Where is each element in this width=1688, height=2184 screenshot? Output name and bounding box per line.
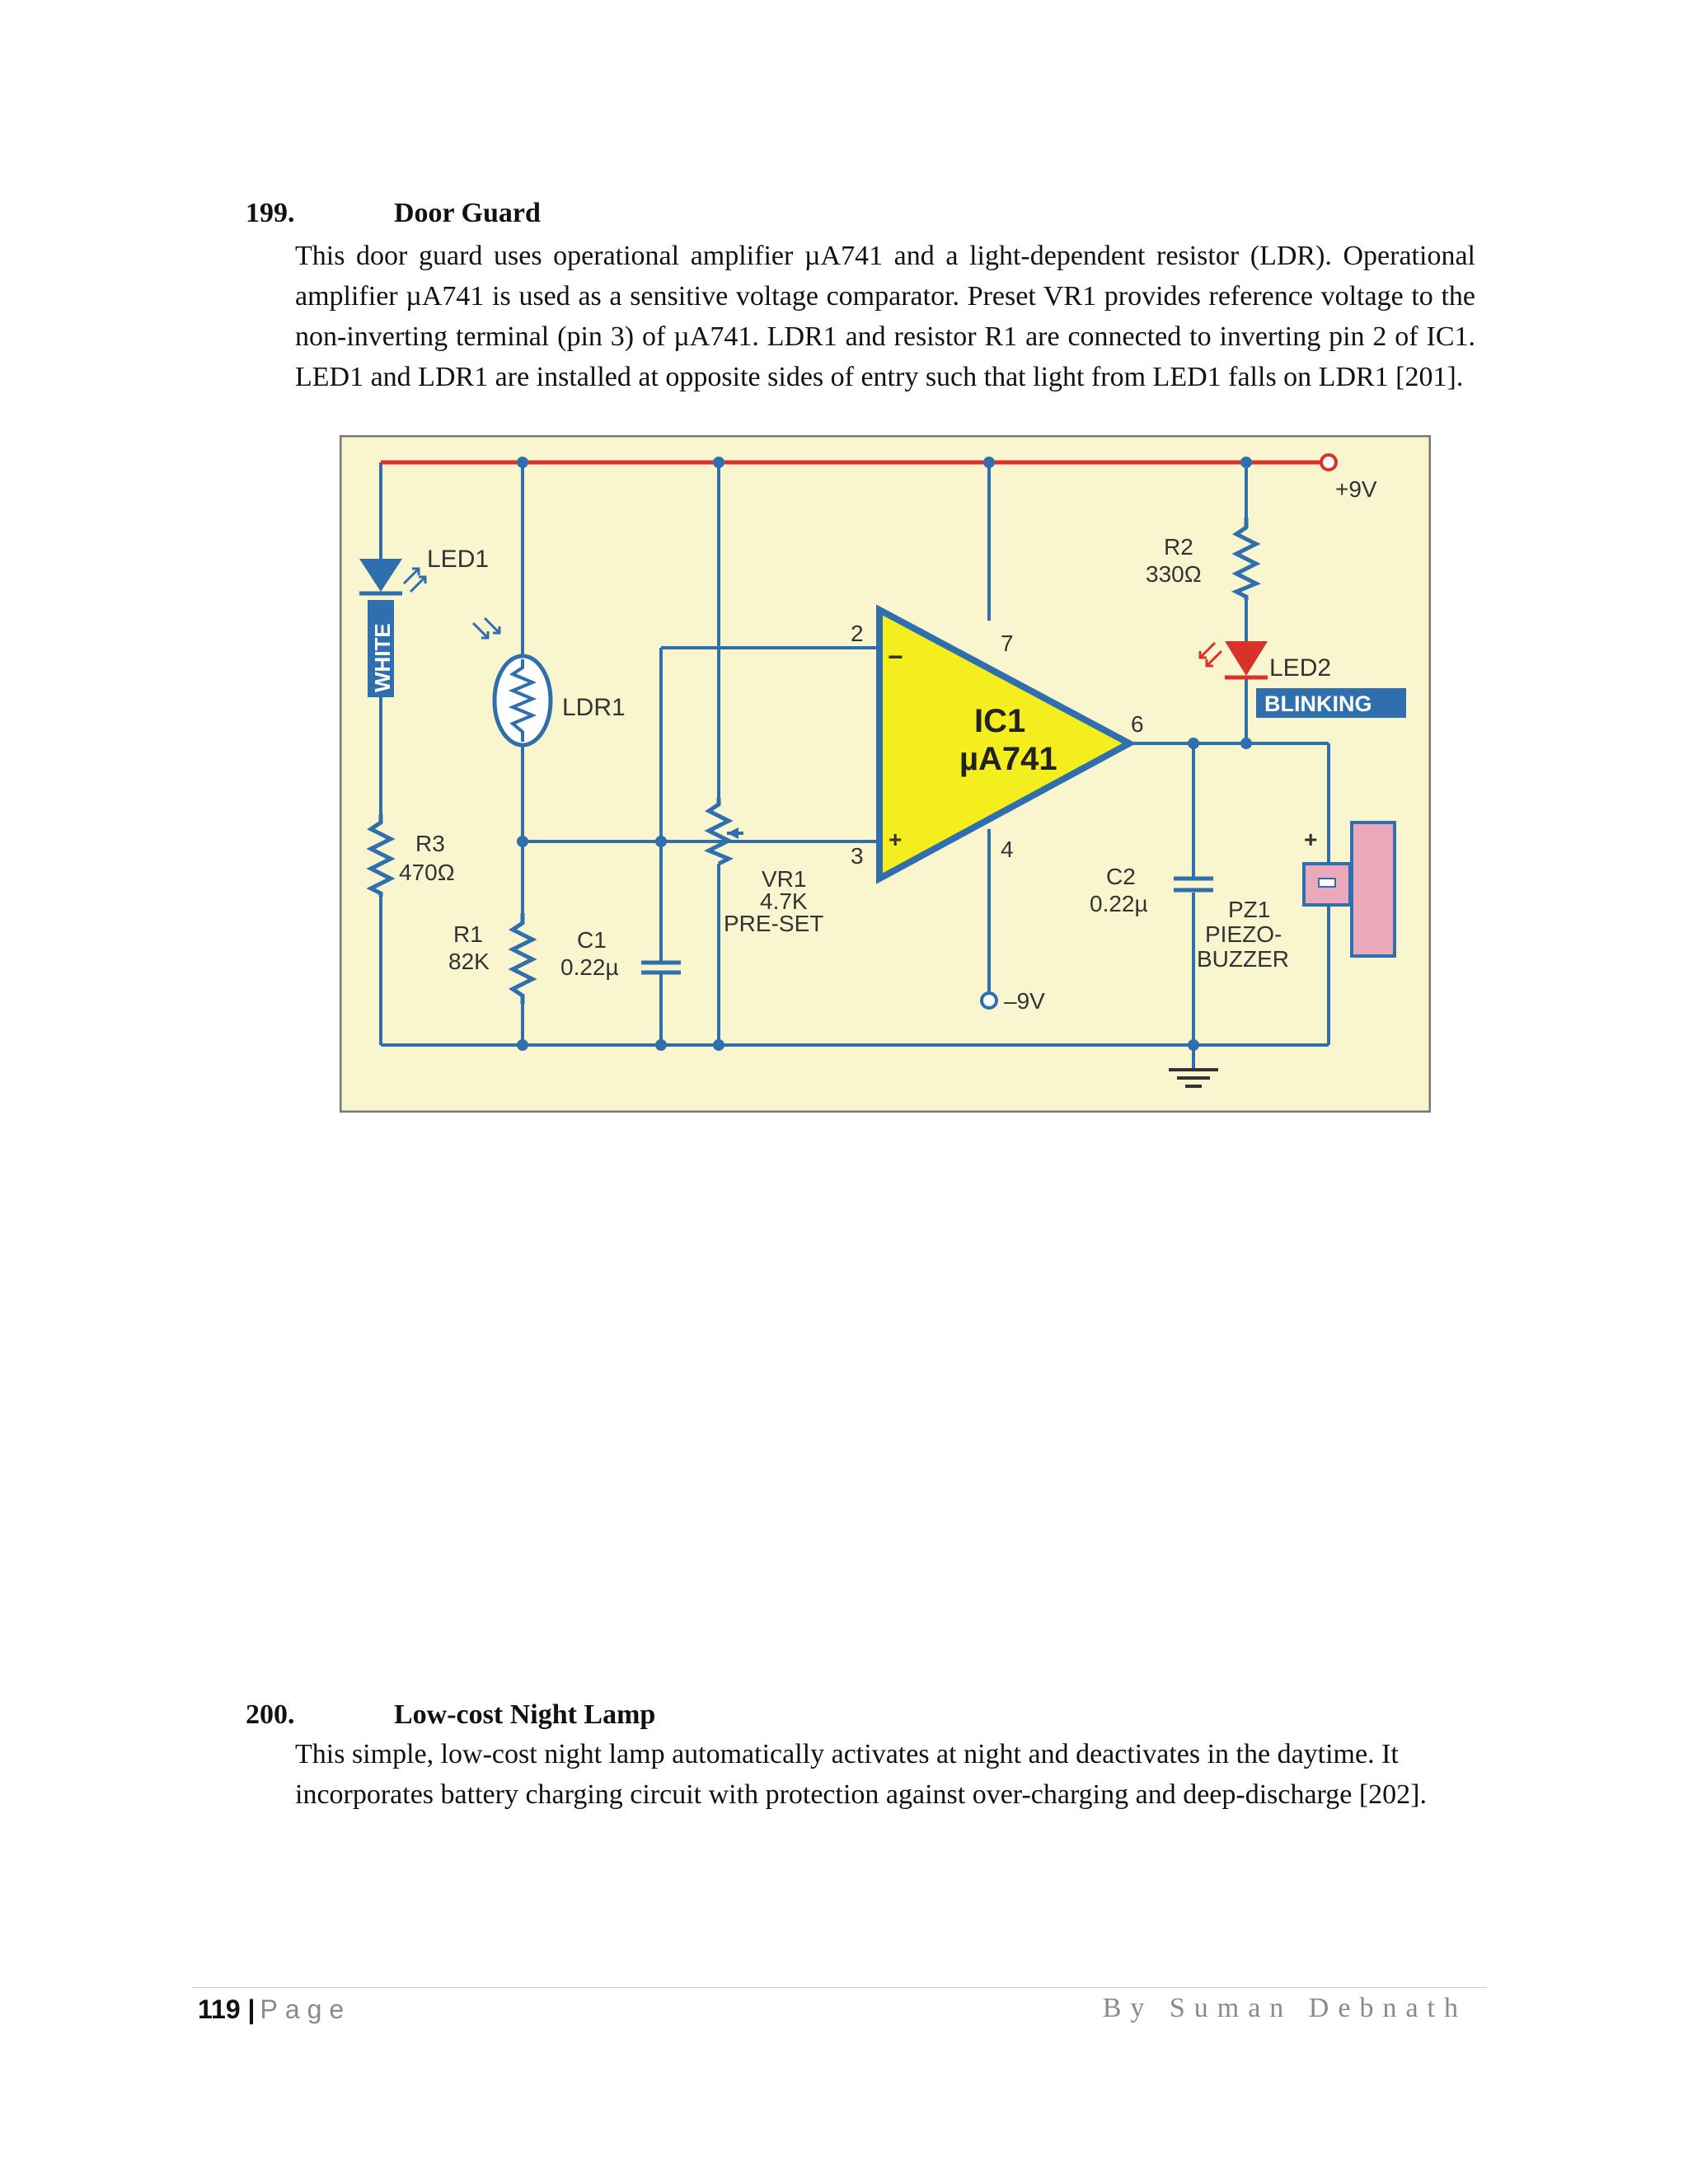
r3-name: R3 [415,831,445,856]
section-title: Low-cost Night Lamp [394,1699,656,1730]
ic1-part: µA741 [959,741,1057,777]
led1-label: LED1 [427,546,490,573]
r3-value: 470Ω [399,860,455,885]
section-heading-200 [246,1699,655,1731]
r1-value: 82K [448,949,490,974]
vr1-type: PRE-SET [724,911,824,936]
section-heading-199 [246,198,541,229]
vr1-value: 4.7K [760,888,808,914]
door-guard-circuit-diagram [340,435,1431,1113]
pz1-plus: + [1304,827,1318,852]
c1-value: 0.22µ [560,954,619,980]
section-body-199: This door guard uses operational amplifier µA741 and a light-dependent resistor (LDR). Operational amplifier µA741 is used as a sensitive voltage comparator. Preset VR1 provides reference voltage to the non-inverting terminal (pin 3) of µA741. LDR1 and resistor R1 are connected to inverting pin 2 of IC1. LED1 and LDR1 are installed at opposite sides of entry such that light from LED1 falls on LDR1 [201]. [295,241,1475,392]
c1-name: C1 [577,927,607,953]
section-title: Door Guard [394,198,541,228]
footer-author: By Suman Debnath [1102,1993,1467,2023]
section-number: 199. [246,198,295,228]
supply-neg-terminal [982,993,996,1008]
pin7-label: 7 [1001,630,1014,656]
footer-separator: | [247,1994,256,2024]
c2-name: C2 [1106,864,1136,889]
ldr1-label: LDR1 [562,694,626,721]
page-footer-number [198,1994,351,2025]
pin4-label: 4 [1001,837,1014,862]
pin6-label: 6 [1131,711,1144,737]
page-label: Page [260,1994,352,2024]
pin3-label: 3 [851,843,864,869]
supply-neg-label: –9V [1004,988,1045,1014]
page-number: 119 [198,1994,241,2024]
footer-divider [191,1987,1487,1988]
section-number: 200. [246,1699,295,1730]
pin2-label: 2 [851,621,864,646]
led2-label: LED2 [1269,654,1332,682]
ic1-name: IC1 [974,703,1026,739]
white-label: WHITE [370,623,395,692]
pz1-type-1: PIEZO- [1205,921,1282,947]
pz1-type-2: BUZZER [1197,946,1289,972]
r1-name: R1 [453,921,483,947]
pz1-name: PZ1 [1228,897,1271,922]
r2-value: 330Ω [1146,561,1202,587]
blinking-label: BLINKING [1264,691,1372,716]
ic1-minus: − [888,642,903,672]
supply-pos-terminal [1321,455,1336,470]
r2-name: R2 [1164,534,1193,560]
c2-value: 0.22µ [1090,891,1148,916]
vr1-name: VR1 [762,866,807,892]
section-body-200: This simple, low-cost night lamp automatically activates at night and deactivates in the daytime. It incorporates battery charging circuit with protection against over-charging and deep-discharge [202]. [295,1739,1427,1810]
supply-pos-label: +9V [1335,476,1377,502]
ic1-plus: + [889,827,903,852]
